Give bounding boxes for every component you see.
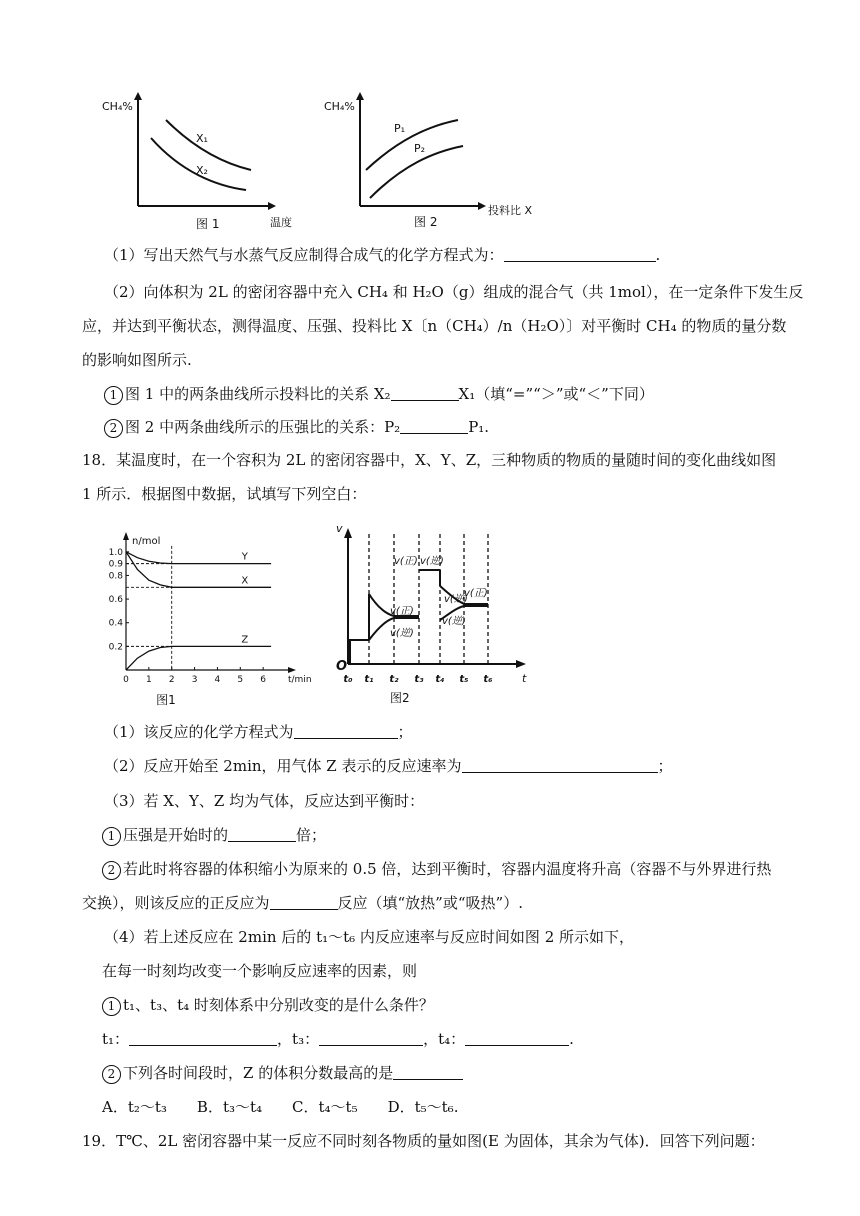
circled-number: 2 (104, 419, 123, 438)
answer-blank[interactable] (462, 755, 658, 773)
q17-part2-line2: 应，并达到平衡状态，测得温度、压强、投料比 X〔n（CH₄）/n（H₂O）〕对平衡时 CH₄ 的物质的量分数 (82, 317, 787, 335)
answer-blank[interactable] (391, 383, 459, 401)
origin-label: O (336, 659, 348, 674)
q17-part1: （1）写出天然气与水蒸气反应制得合成气的化学方程式为： . (104, 246, 661, 264)
chart-rate-vs-time (334, 520, 534, 705)
answer-blank[interactable] (400, 416, 468, 434)
fig-ylabel: CH₄% (324, 100, 355, 113)
figure-temperature (96, 90, 292, 231)
q18-part4-line2: 在每一时刻均改变一个影响反应速率的因素，则 (102, 962, 418, 980)
fig-xlabel: 温度 (270, 216, 292, 229)
x-axis-arrow (288, 667, 296, 673)
answer-blank-t1[interactable] (129, 1028, 277, 1046)
fig-caption: 图 2 (414, 215, 438, 229)
x-tick-label: 3 (191, 675, 198, 685)
y-axis-arrow (123, 532, 129, 540)
y-tick-label: 0.2 (108, 642, 123, 653)
answer-blank-t4[interactable] (465, 1028, 569, 1046)
answer-blank[interactable] (270, 892, 338, 910)
x-tick-label: t₀ (343, 674, 353, 685)
q18-part3-sub2-line2: 交换），则该反应的正反应为 反应（填“放热”或“吸热”）. (82, 894, 523, 912)
annotation-v-forward: v(正) (390, 606, 414, 617)
series-label-x: X (241, 575, 249, 587)
chart-amount-vs-time (96, 530, 312, 710)
circled-number: 1 (104, 386, 123, 405)
answer-blank[interactable] (294, 721, 398, 739)
time-axis-label: t (522, 672, 527, 685)
q18-part4-line1: （4）若上述反应在 2min 后的 t₁～t₆ 内反应速率与反应时间如图 2 所示如下， (104, 928, 635, 946)
answer-blank[interactable] (228, 824, 296, 842)
fig-xlabel: 投料比 X (488, 204, 533, 217)
x-tick-label: 5 (237, 675, 244, 685)
fig-caption: 图 1 (196, 217, 220, 231)
q18-part4-time-answers: t₁： ，t₃： ，t₄： . (102, 1030, 574, 1048)
series-line-x (126, 552, 271, 588)
y-tick-label: 0.8 (108, 571, 123, 582)
q17-sub1: 1 图 1 中的两条曲线所示投料比的关系 X₂ X₁（填“=”“＞”或“＜”下同） (104, 383, 844, 405)
series-line-z (126, 646, 271, 670)
chart-caption: 图1 (156, 693, 176, 707)
x-tick-label: 6 (260, 675, 267, 685)
y-tick-label: 1.0 (108, 547, 123, 558)
x-axis-label: t/min (288, 675, 312, 685)
y-tick-label: 0.6 (108, 595, 123, 606)
y-tick-label: 0.9 (108, 559, 123, 570)
circled-number: 2 (102, 861, 121, 880)
y-tick-label: 0.4 (108, 618, 123, 629)
annotation-v-reverse: v(逆) (442, 616, 466, 627)
answer-blank[interactable] (393, 1062, 463, 1080)
circled-number: 1 (102, 827, 121, 846)
circled-number: 2 (102, 1065, 121, 1084)
curve-label-p1: P₁ (394, 122, 406, 135)
annotation-v-reverse: v(逆) (420, 556, 444, 567)
x-tick-label: t₆ (483, 674, 493, 685)
series-label-z: Z (241, 634, 249, 646)
rate-axis-label: v (336, 522, 343, 535)
annotation-v-reverse: v(逆) (444, 594, 468, 605)
q18-part4-sub1: 1 t₁、t₃、t₄ 时刻体系中分别改变的是什么条件？ (102, 994, 842, 1016)
q18-intro-line2: 1 所示．根据图中数据，试填写下列空白： (82, 485, 367, 503)
curve-label-x1: X₁ (196, 132, 208, 145)
q18-part3-sub1: 1 压强是开始时的 倍； (102, 824, 842, 846)
q19-line1: 19．T℃、2L 密闭容器中某一反应不同时刻各物质的量如图(E 为固体，其余为气体)．回答下列问题： (82, 1132, 765, 1150)
x-tick-label: t₂ (389, 674, 399, 685)
q18-part1: （1）该反应的化学方程式为 ； (104, 723, 413, 741)
series-line-y (126, 552, 271, 564)
annotation-v-reverse: v(逆) (390, 628, 414, 639)
x-tick-label: 4 (214, 675, 221, 685)
q18-part4-sub2: 2 下列各时间段时，Z 的体积分数最高的是 (102, 1062, 842, 1084)
x-tick-label: 0 (123, 675, 129, 685)
x-tick-label: t₄ (435, 674, 445, 685)
x-tick-label: t₁ (364, 674, 374, 685)
q18-intro-line1: 18．某温度时，在一个容积为 2L 的密闭容器中，X、Y、Z，三种物质的物质的量随时间的变化曲线如图 (82, 451, 777, 469)
q18-options: A．t₂～t₃ B．t₃～t₄ C．t₄～t₅ D．t₅～t₆. (102, 1098, 459, 1116)
q18-part2: （2）反应开始至 2min，用气体 Z 表示的反应速率为 ； (104, 757, 673, 775)
q18-part3-sub2-line1: 2 若此时将容器的体积缩小为原来的 0.5 倍，达到平衡时，容器内温度将升高（容器不与外界进行热 (102, 858, 842, 880)
x-tick-label: 1 (145, 675, 152, 685)
answer-blank[interactable] (504, 244, 656, 262)
x-tick-label: 2 (168, 675, 175, 685)
curve-label-p2: P₂ (414, 142, 426, 155)
q18-part3: （3）若 X、Y、Z 均为气体，反应达到平衡时： (104, 792, 425, 810)
series-label-y: Y (241, 551, 248, 563)
fig-ylabel: CH₄% (102, 100, 133, 113)
q17-sub2: 2 图 2 中两条曲线所示的压强比的关系：P₂ P₁. (104, 416, 844, 438)
figure-feed-ratio (318, 90, 548, 230)
chart-caption: 图2 (390, 691, 410, 705)
y-axis-label: n/mol (132, 536, 161, 547)
annotation-v-forward: v(正) (464, 588, 488, 599)
circled-number: 1 (102, 997, 121, 1016)
x-tick-label: t₃ (414, 674, 424, 685)
q17-part2-line3: 的影响如图所示. (82, 351, 192, 369)
curve-label-x2: X₂ (196, 164, 208, 177)
answer-blank-t3[interactable] (319, 1028, 423, 1046)
x-tick-label: t₅ (459, 674, 469, 685)
annotation-v-forward: v(正) (394, 556, 418, 567)
q17-part2-line1: （2）向体积为 2L 的密闭容器中充入 CH₄ 和 H₂O（g）组成的混合气（共 1mol），在一定条件下发生反 (104, 283, 804, 301)
